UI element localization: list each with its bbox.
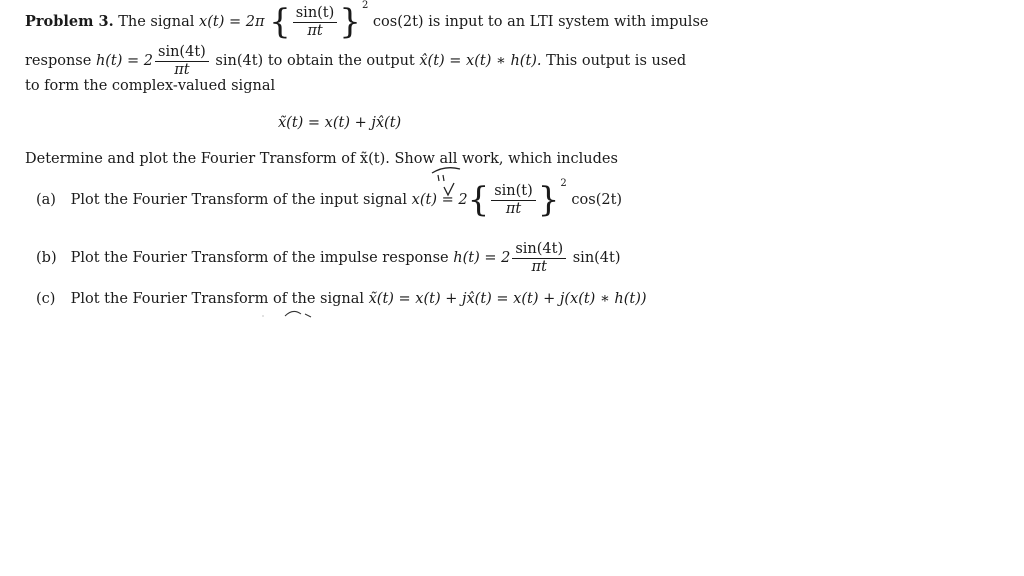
display-equation: x̃(t) = x(t) + jx̂(t) [278, 115, 402, 131]
x-fraction [293, 5, 338, 39]
part-a-tail: cos(2t) [571, 192, 623, 209]
part-a-text: Plot the Fourier Transform of the input signal [70, 192, 408, 209]
problem-title: Problem 3. [25, 13, 114, 31]
part-a-power: 2 [560, 178, 567, 190]
part-c-text: Plot the Fourier Transform of the signal [70, 291, 365, 307]
xhat-definition: x̂(t) = x(t) ∗ h(t). [419, 53, 542, 70]
line2-text-a: response [25, 53, 92, 70]
h-fraction [155, 44, 209, 78]
cos-term: cos(2t) [372, 14, 424, 31]
h-definition-lhs: h(t) = 2 [95, 53, 154, 70]
part-a-lhs: x(t) = 2 [411, 192, 468, 209]
part-a-left-brace: { [467, 179, 490, 220]
part-a-denominator: πt [505, 200, 522, 217]
part-b-denominator: πt [531, 258, 547, 275]
right-brace: } [339, 1, 361, 42]
problem-line-1 [25, 0, 709, 42]
part-b-lhs: h(t) = 2 [453, 250, 511, 267]
left-brace: { [269, 1, 291, 42]
handwritten-underline-scribble-icon [255, 308, 325, 322]
part-a-fraction [491, 183, 536, 217]
part-b-numerator: sin(4t) [512, 241, 566, 259]
h-fraction-denominator: πt [174, 61, 190, 78]
x-power: 2 [361, 0, 369, 12]
line3-text: to form the complex-valued signal [25, 78, 276, 94]
line2-text-b: to obtain the output [267, 53, 415, 70]
part-a-right-brace: } [537, 179, 560, 220]
intro-text-b: is input to an LTI system with impulse [428, 14, 709, 31]
problem-line-2 [25, 44, 686, 78]
part-c [36, 291, 647, 307]
instructions-text: Determine and plot the Fourier Transform of x̃(t). Show all work, which includes [25, 151, 618, 167]
part-b-text: Plot the Fourier Transform of the impulse response [70, 250, 449, 267]
x-fraction-denominator: πt [307, 22, 323, 39]
part-b-tail: sin(4t) [572, 250, 621, 267]
part-a [36, 178, 623, 220]
h-tail: sin(4t) [215, 53, 264, 70]
x-fraction-numerator: sin(t) [293, 5, 338, 23]
x-definition-lhs: x(t) = 2π [199, 14, 265, 31]
part-a-numerator: sin(t) [491, 183, 536, 201]
line2-text-c: This output is used [546, 53, 687, 70]
part-c-label: (c) [36, 291, 56, 307]
intro-text-a: The signal [118, 14, 195, 31]
part-c-equation: x̃(t) = x(t) + jx̂(t) = x(t) + j(x(t) ∗ h(t)) [368, 291, 647, 307]
part-b-label: (b) [36, 250, 57, 267]
part-b-fraction [512, 241, 566, 275]
h-fraction-numerator: sin(4t) [155, 44, 209, 62]
part-a-label: (a) [36, 192, 56, 209]
problem-line-3 [25, 78, 275, 94]
part-b [36, 241, 621, 275]
